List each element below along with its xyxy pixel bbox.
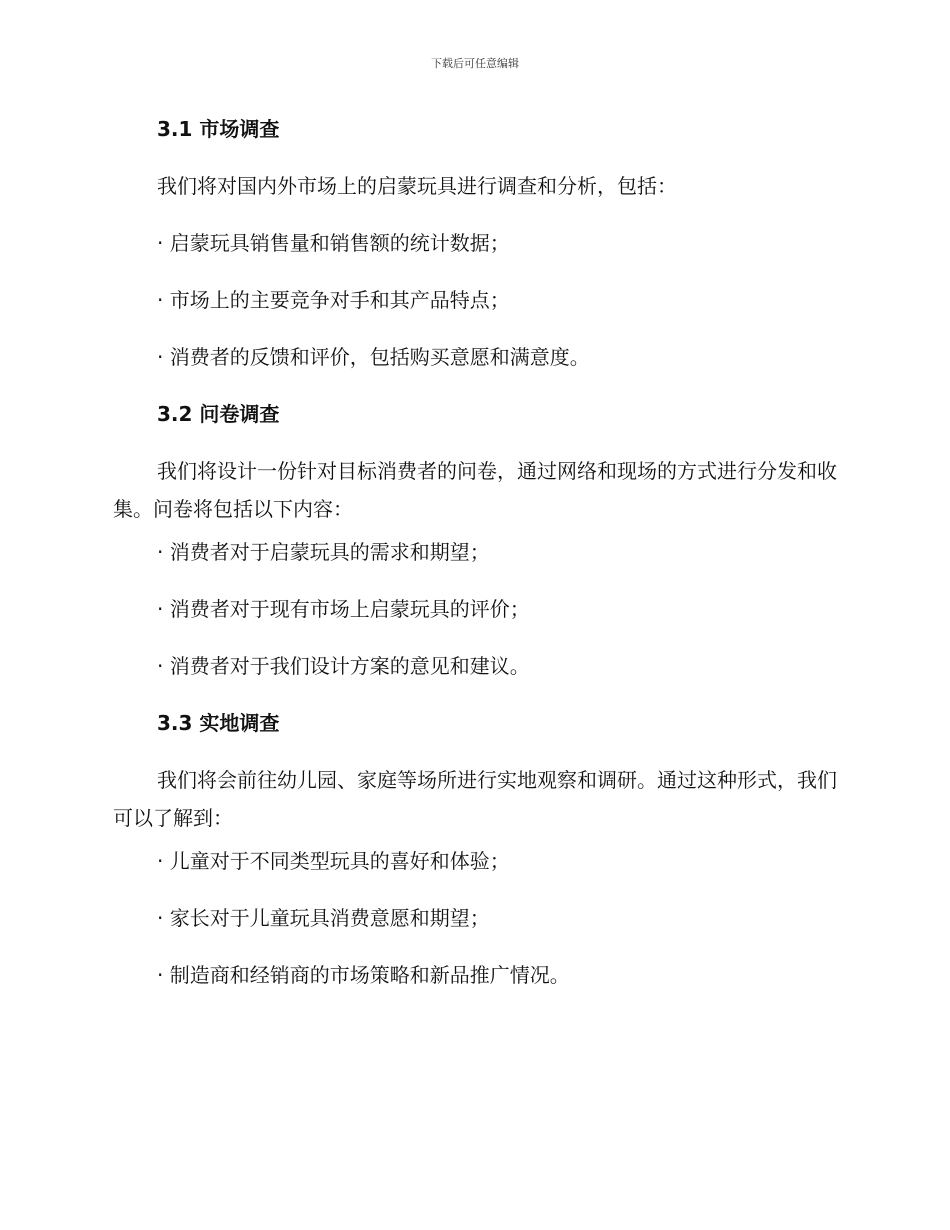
bullet-item: · 制造商和经销商的市场策略和新品推广情况。 [157,963,570,987]
section-field-survey [113,704,838,994]
bullet-item: · 市场上的主要竞争对手和其产品特点； [157,288,510,312]
document-body [113,110,838,1013]
bullet-item: · 消费者的反馈和评价，包括购买意愿和满意度。 [157,345,590,369]
bullet-item: · 启蒙玩具销售量和销售额的统计数据； [157,231,510,255]
bullet-item: · 家长对于儿童玩具消费意愿和期望； [157,906,490,930]
section-market-survey [113,110,838,376]
section-paragraph: 我们将设计一份针对目标消费者的问卷，通过网络和现场的方式进行分发和收集。问卷将包括以下内容： [113,459,837,521]
page-header: 下载后可任意编辑 [431,57,519,70]
bullet-item: · 消费者对于现有市场上启蒙玩具的评价； [157,597,530,621]
bullet-item: · 儿童对于不同类型玩具的喜好和体验； [157,849,510,873]
bullet-item: · 消费者对于启蒙玩具的需求和期望； [157,540,490,564]
section-questionnaire-survey [113,395,838,685]
section-heading: 3.3 实地调查 [157,711,280,735]
section-paragraph: 我们将对国内外市场上的启蒙玩具进行调查和分析，包括： [157,174,677,198]
section-paragraph: 我们将会前往幼儿园、家庭等场所进行实地观察和调研。通过这种形式，我们可以了解到： [113,768,837,830]
section-heading: 3.2 问卷调查 [157,402,280,426]
section-heading: 3.1 市场调查 [157,117,280,141]
bullet-item: · 消费者对于我们设计方案的意见和建议。 [157,654,530,678]
